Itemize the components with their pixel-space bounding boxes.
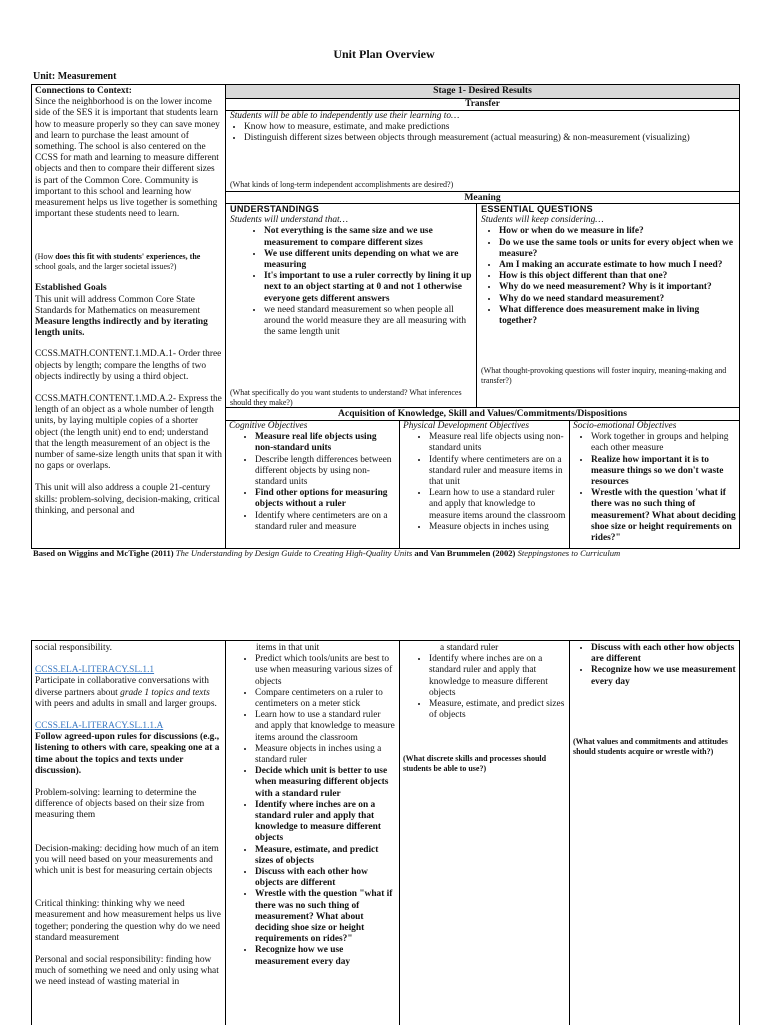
list-item: • Identify where inches are on a standard ruler and apply that knowledge to measure different objects xyxy=(429,654,566,699)
context-prompt: (How does this fit with students' experiences, the school goals, and the larger societal issues?) xyxy=(35,252,201,271)
physical-continued xyxy=(399,641,569,1025)
essential-questions-prompt: (What thought-provoking questions will foster inquiry, meaning-making and transfer?) xyxy=(481,366,727,385)
physical-prompt: (What discrete skills and processes should students be able to use?) xyxy=(403,754,547,773)
cognitive-continued xyxy=(225,641,399,1025)
socio-section xyxy=(569,420,739,548)
socio-continued xyxy=(569,641,739,1025)
essential-questions-section xyxy=(476,203,739,407)
physical-section xyxy=(399,420,569,548)
list-item: • Work together in groups and helping each other measure xyxy=(591,432,736,454)
socio-continued-list xyxy=(573,643,736,688)
goals-body: This unit will address Common Core State Standards for Mathematics on measurement xyxy=(35,294,201,316)
essential-questions-intro: Students will keep considering… xyxy=(481,215,604,226)
stage-header: Stage 1- Desired Results xyxy=(225,85,739,98)
transfer-header: Transfer xyxy=(225,98,739,110)
list-item: • How or when do we measure in life? xyxy=(499,226,735,237)
list-item: • Identify where centimeters are on a standard ruler and measure xyxy=(255,511,396,533)
list-item: • Know how to measure, estimate, and make predictions xyxy=(244,122,735,133)
sl1-link[interactable]: CCSS.ELA-LITERACY.SL.1.1 xyxy=(35,665,155,676)
list-item: • Discuss with each other how objects are different xyxy=(255,867,396,889)
physical-continued-list xyxy=(403,654,566,721)
list-item: • Decide which unit is better to use when measuring different objects with a standard ruler xyxy=(255,766,396,800)
understandings-section xyxy=(225,203,476,407)
list-item: • Distinguish different sizes between objects through measurement (actual measuring) & non-measurement (visualizing) xyxy=(244,133,735,144)
list-item: • Wrestle with the question 'what if there was no such thing of measurement? What about deciding shoe size or height requirements on rides?" xyxy=(591,488,736,544)
citation-footer: Based on Wiggins and McTighe (2011) The Understanding by Design Guide to Creating High-Quality Units and Van Brummelen (2002) Steppingstones to Curriculum xyxy=(33,548,621,558)
problem-solving-text: Problem-solving: learning to determine the difference of objects based on their size from measuring them xyxy=(35,788,205,821)
decision-making-text: Decision-making: deciding how much of an item you will need based on your measurements and which unit is best for measuring certain objects xyxy=(35,843,219,877)
physical-continued-top: a standard ruler xyxy=(440,643,499,653)
list-item: • Recognize how we use measurement every day xyxy=(591,665,736,687)
transfer-section xyxy=(225,110,739,191)
list-item: • Wrestle with the question "what if there was no such thing of measurement? What about deciding shoe size or height requirements on rides?" xyxy=(255,889,396,945)
understandings-prompt: (What specifically do you want students to understand? What inferences should they make?) xyxy=(230,388,462,407)
understandings-list xyxy=(230,226,472,338)
standard-md-a1: CCSS.MATH.CONTENT.1.MD.A.1- Order three objects by length; compare the lengths of two objects indirectly by using a third object. xyxy=(35,349,222,382)
list-item: • Realize how important it is to measure things so we don't waste resources xyxy=(591,455,736,489)
list-item: • How is this object different than that one? xyxy=(499,271,735,282)
list-item: • Measure, estimate, and predict sizes of objects xyxy=(255,845,396,867)
list-item: • We use different units depending on what we are measuring xyxy=(264,249,472,271)
list-item: • Recognize how we use measurement every day xyxy=(255,945,396,967)
list-item: • Identify where inches are on a standard ruler and apply that knowledge to measure different objects xyxy=(255,800,396,845)
sl1-text: Participate in collaborative conversations with diverse partners about grade 1 topics and texts with peers and adults in small and larger groups. xyxy=(35,676,217,709)
standard-md-a2: CCSS.MATH.CONTENT.1.MD.A.2- Express the length of an object as a whole number of length units, by laying multiple copies of a shorter object (the length unit) end to end; understand that the length measurement of an object is the number of same-size length units that span it with no gaps or overlaps. xyxy=(35,394,222,472)
list-item: • Discuss with each other how objects are different xyxy=(591,643,736,665)
sl1a-text: Follow agreed-upon rules for discussions (e.g., listening to others with care, speaking one at a time about the topics and texts under discussion). xyxy=(35,732,220,776)
transfer-intro: Students will be able to independently use their learning to… xyxy=(230,111,460,121)
personal-responsibility-text: Personal and social responsibility: finding how much of something we need and only using what we need instead of wasting material in xyxy=(35,955,219,988)
social-text: social responsibility. xyxy=(35,643,112,653)
list-item: • Not everything is the same size and we use measurement to compare different sizes xyxy=(264,226,472,248)
list-item: • Why do we need standard measurement? xyxy=(499,294,735,305)
unit-label: Unit: Measurement xyxy=(33,71,117,82)
list-item: • Learn how to use a standard ruler and apply that knowledge to measure items around the classroom xyxy=(429,488,566,522)
cognitive-header: Cognitive Objectives xyxy=(229,421,308,431)
skills-text: This unit will also address a couple 21-century skills: problem-solving, decision-making, critical thinking, and personal and xyxy=(35,483,220,516)
physical-list xyxy=(403,432,566,533)
context-column xyxy=(32,85,225,548)
context-column-continued xyxy=(32,641,225,1025)
transfer-list xyxy=(230,122,735,144)
list-item: • Measure real life objects using non-standard units xyxy=(429,432,566,454)
meaning-header: Meaning xyxy=(225,191,739,203)
physical-header: Physical Development Objectives xyxy=(403,421,529,431)
essential-questions-list xyxy=(481,226,735,327)
critical-thinking-text: Critical thinking: thinking why we need measurement and how measurement helps us live together; pondering the question why do we need standard measurement xyxy=(35,899,221,943)
context-body: Since the neighborhood is on the lower income side of the SES it is important that students learn how to measure properly so they can save money and learn to purchase the least amount of something. The school is also centered on the CCSS for math and learning to measure different objects and then to compare their different sizes is part of the Common Core. Community is important to this school and learning how measurement helps us live together is something important these students need to learn. xyxy=(35,97,220,220)
list-item: • Am I making an accurate estimate to how much I need? xyxy=(499,260,735,271)
cognitive-section xyxy=(225,420,399,548)
goals-header: Established Goals xyxy=(35,283,107,294)
list-item: • Measure, estimate, and predict sizes of objects xyxy=(429,699,566,721)
list-item: • Predict which tools/units are best to use when measuring various sizes of objects xyxy=(255,654,396,688)
list-item: • It's important to use a ruler correctly by lining it up next to an object starting at 0 and not 1 otherwise everyone gets different answers xyxy=(264,271,472,305)
goals-bold: Measure lengths indirectly and by iterating length units. xyxy=(35,317,208,339)
list-item: • Why do we need measurement? Why is it important? xyxy=(499,282,735,293)
list-item: • we need standard measurement so when people all around the world measure they are all measuring with the same length unit xyxy=(264,305,472,339)
transfer-prompt: (What kinds of long-term independent accomplishments are desired?) xyxy=(230,180,454,189)
list-item: • What difference does measurement make in living together? xyxy=(499,305,735,327)
page-title: Unit Plan Overview xyxy=(333,47,435,61)
cognitive-continued-top: items in that unit xyxy=(256,643,320,653)
list-item: • Compare centimeters on a ruler to centimeters on a meter stick xyxy=(255,688,396,710)
essential-questions-header: ESSENTIAL QUESTIONS xyxy=(481,204,593,214)
cognitive-continued-list xyxy=(229,654,396,968)
socio-header: Socio-emotional Objectives xyxy=(573,421,677,431)
list-item: • Find other options for measuring objects without a ruler xyxy=(255,488,396,510)
understandings-header: UNDERSTANDINGS xyxy=(230,204,319,214)
context-header: Connections to Context: xyxy=(35,86,132,96)
socio-prompt: (What values and commitments and attitudes should students acquire or wrestle with?) xyxy=(573,737,728,756)
cognitive-list xyxy=(229,432,396,533)
list-item: • Measure objects in inches using a standard ruler xyxy=(255,744,396,766)
unit-plan-table-continued xyxy=(31,640,740,1025)
list-item: • Do we use the same tools or units for every object when we measure? xyxy=(499,238,735,260)
list-item: • Learn how to use a standard ruler and apply that knowledge to measure items around the classroom xyxy=(255,710,396,744)
list-item: • Identify where centimeters are on a standard ruler and measure items in that unit xyxy=(429,455,566,489)
list-item: • Describe length differences between different objects by using non-standard units xyxy=(255,455,396,489)
acquisition-header: Acquisition of Knowledge, Skill and Values/Commitments/Dispositions xyxy=(225,407,739,420)
understandings-intro: Students will understand that… xyxy=(230,215,348,226)
list-item: • Measure objects in inches using xyxy=(429,522,566,533)
list-item: • Measure real life objects using non-standard units xyxy=(255,432,396,454)
socio-list xyxy=(573,432,736,544)
sl1a-link[interactable]: CCSS.ELA-LITERACY.SL.1.1.A xyxy=(35,721,164,732)
unit-plan-table xyxy=(31,84,740,549)
